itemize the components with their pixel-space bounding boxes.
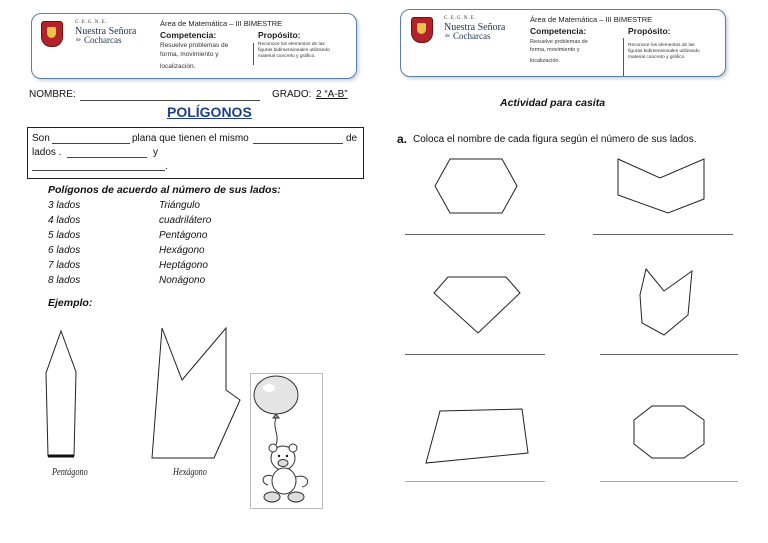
answer-line-4 [600,354,738,355]
example-label: Ejemplo: [48,297,93,309]
list-item: Triángulo [159,200,200,211]
def-de: de [346,133,358,144]
def-son: Son [32,133,50,144]
proposito-title: Propósito: [258,30,301,40]
figure-hexagon [430,155,522,219]
def-text-1: plana que tienen el mismo [132,133,249,144]
list-item: 3 lados [48,200,81,211]
proposito-text: Reconoce los elementos de las figuras bidimensionales utilizando material concreto y gráfico. [258,42,330,59]
example1-caption: Pentágono [52,466,88,478]
example-hexagon-shape [140,320,250,465]
figure-quadrilateral [422,405,532,467]
grado-value: 2 “A-B” [316,89,348,100]
def-blank-2 [253,143,343,144]
competencia-text: Resuelve problemas de forma, movimiento y localización. [160,42,229,70]
def-y: y [153,147,158,158]
school-place: Cocharcas [84,35,122,45]
competencia-title: Competencia: [530,26,587,36]
def-lados: lados . [32,147,62,158]
answer-line-1 [405,234,545,235]
proposito-text: Reconoce los elementos de las figuras bidimensionales utilizando material concreto y gráfico. [628,43,700,60]
polygon-list-title: Polígonos de acuerdo al número de sus lados: [48,184,281,196]
list-item: 7 lados [48,260,81,271]
school-name: Nuestra Señora [75,26,137,37]
answer-line-3 [405,354,545,355]
def-blank-3 [67,157,147,158]
instruction-letter: a. [397,132,408,146]
area-title: Área de Matemática – III BIMESTRE [160,19,283,28]
list-item: Pentágono [159,230,208,241]
list-item: 4 lados [48,215,81,226]
school-crest-icon [411,17,433,43]
school-name: Nuestra Señora [444,22,506,33]
answer-line-6 [600,481,738,482]
list-item: 5 lados [48,230,81,241]
figure-arrow-heptagon [636,265,702,339]
list-item: Heptágono [159,260,208,271]
figure-gem-pentagon [430,273,526,337]
answer-line-2 [593,234,733,235]
school-place-prefix: de [76,38,81,43]
school-place-prefix: de [445,34,450,39]
def-blank-1 [52,143,130,144]
answer-line-5 [405,481,545,482]
figure-notched-pentagon [614,153,710,217]
nombre-blank [80,100,260,101]
proposito-title: Propósito: [628,26,671,36]
instruction-text: Coloca el nombre de cada figura según el número de sus lados. [413,134,697,145]
grado-label: GRADO: [272,89,312,100]
list-item: Nonágono [159,275,206,286]
competencia-title: Competencia: [160,30,217,40]
school-abbr: C.E.G.N.E. [75,20,108,25]
area-title: Área de Matemática – III BIMESTRE [530,15,653,24]
balloon-bear-illustration [250,373,323,509]
polygon-sides-column [48,198,80,288]
list-item: 8 lados [48,275,81,286]
figure-octagon [630,402,710,462]
example2-caption: Hexágono [173,466,207,478]
page-title: POLÍGONOS [167,104,252,120]
header-divider [253,43,254,65]
competencia-text: Resuelve problemas de forma, movimiento y localización. [530,39,588,64]
header-divider [623,38,624,76]
school-abbr: C.E.G.N.E. [444,16,477,21]
activity-title: Actividad para casita [500,97,606,109]
def-end: . [165,161,168,172]
list-item: 6 lados [48,245,81,256]
list-item: cuadrilátero [159,215,212,226]
def-blank-4 [32,170,165,171]
school-place: Cocharcas [453,31,491,41]
example-pentagon-shape [40,325,90,460]
polygon-names-column [159,198,211,288]
list-item: Hexágono [159,245,205,256]
nombre-label: NOMBRE: [29,89,76,100]
school-crest-icon [41,21,63,47]
